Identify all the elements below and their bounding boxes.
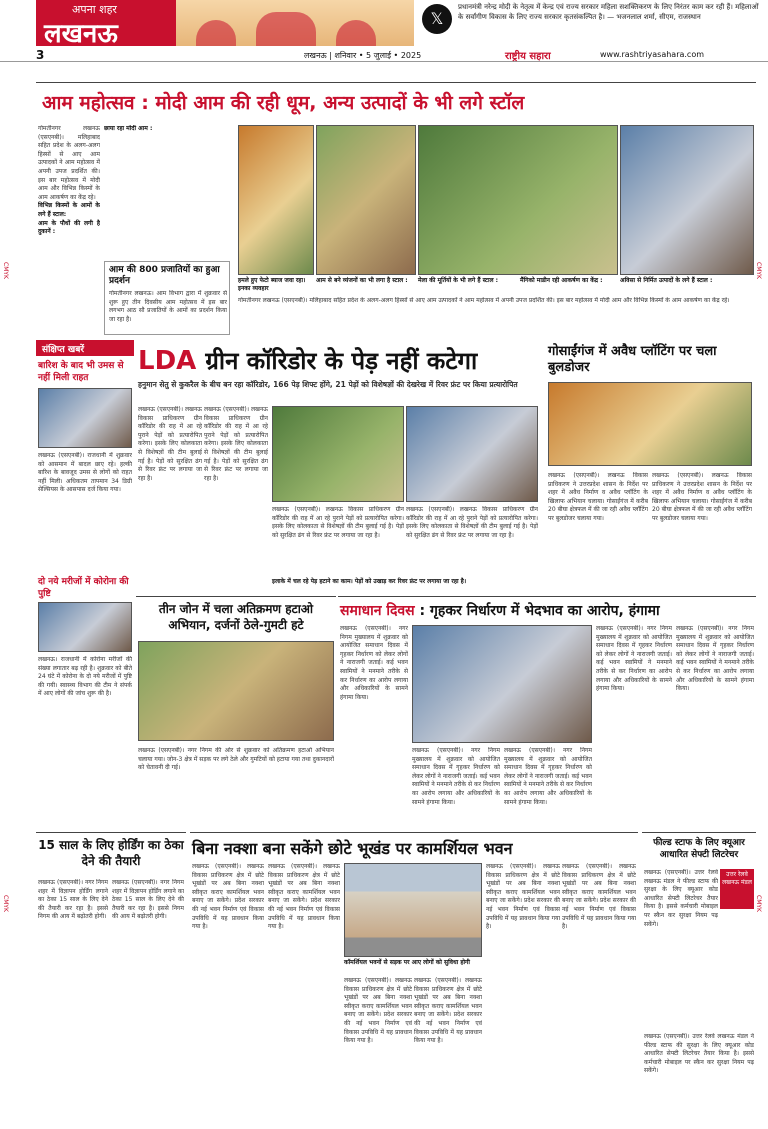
city-name: लखनऊ xyxy=(44,19,118,49)
cmyk-mark: CMYK xyxy=(2,262,9,279)
mango-col-1 xyxy=(38,125,100,335)
samadhan-col-5: लखनऊ (एसएनबी)। नगर निगम मुख्यालय में शुक्रवार को आयोजित समाधान दिवस में गृहकर निर्धारण को लेकर लोगों ने नाराजगी जताई। कई भवन स्वामियों ने मनमाने तरीके से कर निर्धारण का आरोप लगाया और अधिकारियों के सामने हंगामा किया। xyxy=(676,625,754,693)
mango-photo-3 xyxy=(418,125,618,275)
x-logo-icon: 𝕏 xyxy=(422,4,452,34)
naksha-col-2: लखनऊ (एसएनबी)। लखनऊ विकास प्राधिकरण क्षेत्र में छोटे भूखंडों पर अब बिना नक्शा स्वीकृत कराए कामर्शियल भवन बनाए जा सकेंगे। प्रदेश सरकार की नई भवन निर्माण एवं विकास उपविधि में यह प्रावधान किया गया है। xyxy=(268,863,340,931)
samadhan-col-4: लखनऊ (एसएनबी)। नगर निगम मुख्यालय में शुक्रवार को आयोजित समाधान दिवस में गृहकर निर्धारण को लेकर लोगों ने नाराजगी जताई। कई भवन स्वामियों ने मनमाने तरीके से कर निर्धारण का आरोप लगाया और अधिकारियों के सामने हंगामा किया। xyxy=(596,625,672,693)
caption-4: मैंगिको माडीन रही आकर्षण का केंद्र : xyxy=(520,277,618,285)
brief-label-text2: खबरें xyxy=(67,345,85,355)
box-title: आम की 800 प्रजातियों का हुआ प्रदर्शन xyxy=(109,265,220,286)
hoarding-headline: 15 साल के लिए होर्डिंग का ठेका देने की तैयारी xyxy=(38,838,184,868)
lda-col-4: लखनऊ (एसएनबी)। लखनऊ विकास प्राधिकरण ग्रीन कॉरिडोर की राह में आ रहे पुराने पेड़ों को प्रत्यारोपित करेगा। इसके लिए कोलकाता से विशेषज्ञों की टीम बुलाई गई है। पेड़ों को सुरक्षित ढंग से रिवर फ्रंट पर लगाया जा रहा है। xyxy=(406,506,538,539)
cmyk-mark: CMYK xyxy=(755,895,762,912)
brief-body-1: लखनऊ (एसएनबी)। राजधानी में शुक्रवार को आसमान में बादल छाए रहे। हल्की बारिश के बावजूद उमस से लोगों को राहत नहीं मिली। अधिकतम तापमान 34 डिग्री सेल्सियस के आसपास दर्ज किया गया। xyxy=(38,452,132,494)
naksha-col-6: लखनऊ (एसएनबी)। लखनऊ विकास प्राधिकरण क्षेत्र में छोटे भूखंडों पर अब बिना नक्शा स्वीकृत कराए कामर्शियल भवन बनाए जा सकेंगे। प्रदेश सरकार की नई भवन निर्माण एवं विकास उपविधि में यह प्रावधान किया गया है। xyxy=(562,863,636,931)
mango-sub2: आम के पौधों की लगी है दुकानें : xyxy=(38,219,100,236)
mango-varieties-box xyxy=(104,261,230,335)
mango-headline xyxy=(42,89,524,115)
samadhan-photo xyxy=(412,625,592,743)
lda-col-3: लखनऊ (एसएनबी)। लखनऊ विकास प्राधिकरण ग्रीन कॉरिडोर की राह में आ रहे पुराने पेड़ों को प्रत्यारोपित करेगा। इसके लिए कोलकाता से विशेषज्ञों की टीम बुलाई गई है। पेड़ों को सुरक्षित ढंग से रिवर फ्रंट पर लगाया जा रहा है। xyxy=(272,506,404,539)
cmyk-mark: CMYK xyxy=(2,895,9,912)
lda-photo-1 xyxy=(272,406,404,502)
dateline xyxy=(0,48,768,62)
page-number: 3 xyxy=(36,48,45,62)
mango-photo-4 xyxy=(620,125,754,275)
gosaiganj-col-1: लखनऊ (एसएनबी)। लखनऊ विकास प्राधिकरण ने उत्तरप्रदेश शासन के निर्देश पर शहर में अवैध निर्माण व अवैध प्लॉटिंग के खिलाफ अभियान चलाया। गोसाईंगंज में करीब 20 बीघा क्षेत्रफल में की जा रही अवैध प्लॉटिंग पर बुलडोजर चलाया गया। xyxy=(548,472,648,522)
brief-headline-1: बारिश के बाद भी उमस से नहीं मिली राहत xyxy=(38,361,124,383)
samadhan-col-3: लखनऊ (एसएनबी)। नगर निगम मुख्यालय में शुक्रवार को आयोजित समाधान दिवस में गृहकर निर्धारण को लेकर लोगों ने नाराजगी जताई। कई भवन स्वामियों ने मनमाने तरीके से कर निर्धारण का आरोप लगाया और अधिकारियों के सामने हंगामा किया। xyxy=(504,747,592,806)
brief-headline-2: दो नये मरीजों में कोरोना की पुष्टि xyxy=(38,577,129,599)
lda-headline-a: LDA xyxy=(138,346,197,376)
mango-col-2 xyxy=(104,125,166,255)
gosaiganj-story xyxy=(544,340,756,590)
samadhan-story xyxy=(338,596,756,828)
box-body: गोमतीनगर लखनऊ। आम विभाग द्वारा में शुक्रवार से शुरू हुए तीन दिवसीय आम महोत्सव में इस बार लगभग आठ सौ प्रजातियों के आमों का प्रदर्शन किया जा रहा है। xyxy=(109,290,227,323)
caption-2: आम से बने व्यंजनों का भी लगा है स्टाल : xyxy=(316,277,416,285)
encroach-photo xyxy=(138,641,334,741)
covid-photo xyxy=(38,602,132,652)
lda-subhead: हनुमान सेतु से कुकरैल के बीच बन रहा कॉरिडोर, 166 पेड़ शिफ्ट होंगे, 21 पेड़ों को विशेषज्ञों की देखरेख में रिवर फ्रंट पर किया प्रत्यारोपित xyxy=(138,380,518,389)
field-staff-story xyxy=(642,832,756,1122)
rain-photo xyxy=(38,388,132,448)
naksha-story xyxy=(190,832,638,1122)
hoarding-story xyxy=(36,832,186,1122)
bulldozer-photo xyxy=(548,382,752,466)
naksha-headline: बिना नक्शा बना सकेंगे छोटे भूखंड पर कामर्शियल भवन xyxy=(192,839,513,858)
mango-festival-story xyxy=(36,82,756,336)
naksha-col-3: लखनऊ (एसएनबी)। लखनऊ विकास प्राधिकरण क्षेत्र में छोटे भूखंडों पर अब बिना नक्शा स्वीकृत कराए कामर्शियल भवन बनाए जा सकेंगे। प्रदेश सरकार की नई भवन निर्माण एवं विकास उपविधि में यह प्रावधान किया गया है। xyxy=(344,977,412,1045)
lda-headline xyxy=(138,344,477,377)
railway-tag: उत्तर रेलवे लखनऊ मंडल xyxy=(720,869,754,909)
brief-body-2: लखनऊ। राजधानी में कोरोना मरीजों की संख्या लगातार बढ़ रही है। शुक्रवार को बीते 24 घंटे में कोरोना के दो नये मरीजों में पुष्टि की गयी। स्वास्थ्य विभाग की टीम ने संपर्क में आए लोगों की जांच शुरू की है। xyxy=(38,656,132,698)
field-col-1: लखनऊ (एसएनबी)। उत्तर रेलवे लखनऊ मंडल ने फील्ड स्टाफ की सुरक्षा के लिए क्यूआर कोड आधारित सेफ्टी लिटरेचर तैयार किया है। इससे कर्मचारी मोबाइल पर स्कैन कर सुरक्षा नियम पढ़ सकेंगे। xyxy=(644,869,718,928)
masthead-illustration xyxy=(176,0,414,46)
mango-photo-2 xyxy=(316,125,416,275)
mango-sub3: छाया रहा मोदी आम : xyxy=(104,125,153,132)
lda-col-2: लखनऊ (एसएनबी)। लखनऊ विकास प्राधिकरण ग्रीन कॉरिडोर की राह में आ रहे पुराने पेड़ों को प्रत्यारोपित करेगा। इसके लिए कोलकाता से विशेषज्ञों की टीम बुलाई गई है। पेड़ों को सुरक्षित ढंग से रिवर फ्रंट पर लगाया जा रहा है। xyxy=(204,406,268,482)
samadhan-col-1: लखनऊ (एसएनबी)। नगर निगम मुख्यालय में शुक्रवार को आयोजित समाधान दिवस में गृहकर निर्धारण को लेकर लोगों ने नाराजगी जताई। कई भवन स्वामियों ने मनमाने तरीके से कर निर्धारण का आरोप लगाया और अधिकारियों के सामने हंगामा किया। xyxy=(340,625,408,701)
hoarding-col-2: लखनऊ (एसएनबी)। नगर निगम शहर में विज्ञापन होर्डिंग लगाने का ठेका 15 साल के लिए देने की तैयारी कर रहा है। इससे निगम की आय में बढ़ोतरी होगी। xyxy=(112,879,184,921)
lda-story xyxy=(136,340,540,590)
lda-col-1: लखनऊ (एसएनबी)। लखनऊ विकास प्राधिकरण ग्रीन कॉरिडोर की राह में आ रहे पुराने पेड़ों को प्रत्यारोपित करेगा। इसके लिए कोलकाता से विशेषज्ञों की टीम बुलाई गई है। पेड़ों को सुरक्षित ढंग से रिवर फ्रंट पर लगाया जा रहा है। xyxy=(138,406,202,482)
mango-photo-1 xyxy=(238,125,314,275)
date: लखनऊ | शनिवार • 5 जुलाई • 2025 xyxy=(304,51,422,60)
samadhan-col-2: लखनऊ (एसएनबी)। नगर निगम मुख्यालय में शुक्रवार को आयोजित समाधान दिवस में गृहकर निर्धारण को लेकर लोगों ने नाराजगी जताई। कई भवन स्वामियों ने मनमाने तरीके से कर निर्धारण का आरोप लगाया और अधिकारियों के सामने हंगामा किया। xyxy=(412,747,500,806)
encroach-headline: तीन जोन में चला अतिक्रमण हटाओ अभियान, दर्जनों ठेले-गुमटी हटे xyxy=(158,602,314,632)
mango-sub1: विभिन्न किस्मों के आमों के लगे हैं स्टाल: xyxy=(38,202,100,218)
caption-1: हमले हुए फेटो ब्याज जवा रहा। इनका व्यवहार xyxy=(238,277,314,293)
gosaiganj-col-2: लखनऊ (एसएनबी)। लखनऊ विकास प्राधिकरण ने उत्तरप्रदेश शासन के निर्देश पर शहर में अवैध निर्माण व अवैध प्लॉटिंग के खिलाफ अभियान चलाया। गोसाईंगंज में करीब 20 बीघा क्षेत्रफल में की जा रही अवैध प्लॉटिंग पर बुलडोजर चलाया गया। xyxy=(652,472,752,522)
lda-photo-2 xyxy=(406,406,538,502)
naksha-col-1: लखनऊ (एसएनबी)। लखनऊ विकास प्राधिकरण क्षेत्र में छोटे भूखंडों पर अब बिना नक्शा स्वीकृत कराए कामर्शियल भवन बनाए जा सकेंगे। प्रदेश सरकार की नई भवन निर्माण एवं विकास उपविधि में यह प्रावधान किया गया है। xyxy=(192,863,264,931)
paper-name: राष्ट्रीय सहारा xyxy=(505,51,551,62)
samadhan-headline-a: समाधान दिवस xyxy=(340,603,415,619)
lda-caption: इलाके में चल रहे पेड़ हटाने का काम। पेड़ों को उखाड़ कर रिवर फ्रंट पर लगाया जा रहा है। xyxy=(272,578,538,586)
lda-headline-b: ग्रीन कॉरिडोर के पेड़ नहीं कटेगा xyxy=(205,347,478,375)
cmyk-mark: CMYK xyxy=(755,262,762,279)
brief-label-text: संक्षिप्त xyxy=(42,345,65,355)
samadhan-headline xyxy=(340,601,660,620)
city-logo xyxy=(36,0,176,49)
naksha-caption: कॉमर्शियल भवनों से सड़क पर आए लोगों को सुविधा होगी xyxy=(344,959,482,967)
masthead-news: प्रधानमंत्री नरेन्द्र मोदी के नेतृत्व में केन्द्र एवं राज्य सरकार महिला सशक्तिकरण के लिए निरंतर काम कर रही हैं। महिलाओं के सर्वांगीण विकास के लिए राज्य सरकार कृतसंकल्पित है। — भजनलाल शर्मा, सीएम, राजस्थान xyxy=(458,3,759,21)
hoarding-col-1: लखनऊ (एसएनबी)। नगर निगम शहर में विज्ञापन होर्डिंग लगाने का ठेका 15 साल के लिए देने की तैयारी कर रहा है। इससे निगम की आय में बढ़ोतरी होगी। xyxy=(38,879,108,921)
caption-3: मेला की मूर्तियों के भी लगे हैं स्टाल : xyxy=(418,277,518,285)
caption-5: अविसा से निर्मित उत्पादों के लगे हैं स्टाल : xyxy=(620,277,754,285)
samadhan-headline-b: : गृहकर निर्धारण में भेदभाव का आरोप, हंगामा xyxy=(419,603,660,619)
brief-column xyxy=(36,340,134,820)
mango-headline-text: आम महोत्सव : मोदी आम की रही धूम, अन्य उत्पादों के भी लगे स्टॉल xyxy=(42,92,525,114)
encroach-story xyxy=(136,596,336,828)
brief-label xyxy=(36,340,134,356)
website: www.rashtriyasahara.com xyxy=(600,50,705,59)
city-tagline: अपना शहर xyxy=(72,3,117,16)
field-headline: फील्ड स्टाफ के लिए क्यूआर आधारित सेफ्टी लिटरेचर xyxy=(653,838,745,860)
naksha-col-5: लखनऊ (एसएनबी)। लखनऊ विकास प्राधिकरण क्षेत्र में छोटे भूखंडों पर अब बिना नक्शा स्वीकृत कराए कामर्शियल भवन बनाए जा सकेंगे। प्रदेश सरकार की नई भवन निर्माण एवं विकास उपविधि में यह प्रावधान किया गया है। xyxy=(486,863,560,931)
naksha-col-4: लखनऊ (एसएनबी)। लखनऊ विकास प्राधिकरण क्षेत्र में छोटे भूखंडों पर अब बिना नक्शा स्वीकृत कराए कामर्शियल भवन बनाए जा सकेंगे। प्रदेश सरकार की नई भवन निर्माण एवं विकास उपविधि में यह प्रावधान किया गया है। xyxy=(414,977,482,1045)
encroach-body: लखनऊ (एसएनबी)। नगर निगम की ओर से शुक्रवार को अतिक्रमण हटाओ अभियान चलाया गया। जोन-3 क्षेत्र में सड़क पर लगे ठेले और गुमटियों को हटाया गया तथा दुकानदारों को चेतावनी दी गई। xyxy=(138,747,334,772)
gosaiganj-headline: गोसाईंगंज में अवैध प्लॉटिंग पर चला बुलडोजर xyxy=(548,344,717,375)
field-col-2: लखनऊ (एसएनबी)। उत्तर रेलवे लखनऊ मंडल ने फील्ड स्टाफ की सुरक्षा के लिए क्यूआर कोड आधारित सेफ्टी लिटरेचर तैयार किया है। इससे कर्मचारी मोबाइल पर स्कैन कर सुरक्षा नियम पढ़ सकेंगे। xyxy=(644,1033,754,1075)
building-photo xyxy=(344,863,482,957)
mango-body: गोमतीनगर लखनऊ (एसएनबी)। मलिहाबाद सहित प्रदेश के अलग-अलग हिस्सों से आए आम उत्पादकों ने आम महोत्सव में अपनी उपज प्रदर्शित की। इस बार महोत्सव में मोदी आम और विभिन्न किस्मों के आम आकर्षण का केंद्र रहे। xyxy=(38,125,100,201)
mango-col-bottom: गोमतीनगर लखनऊ (एसएनबी)। मलिहाबाद सहित प्रदेश के अलग-अलग हिस्सों से आए आम उत्पादकों ने आम महोत्सव में अपनी उपज प्रदर्शित की। इस बार महोत्सव में मोदी आम और विभिन्न किस्मों के आम आकर्षण का केंद्र रहे। xyxy=(238,297,730,304)
